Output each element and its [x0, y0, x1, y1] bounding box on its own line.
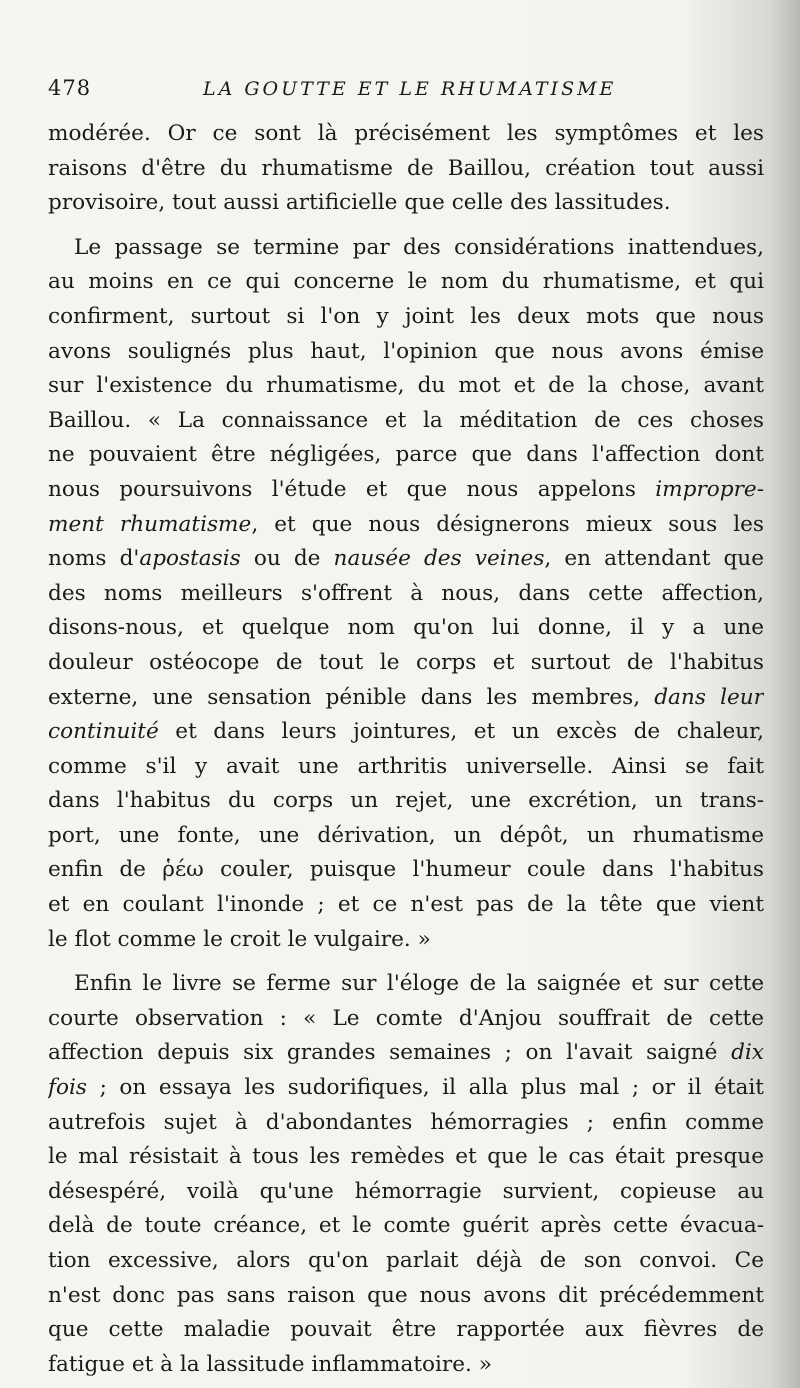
text-line — [48, 1279, 764, 1314]
text-line — [48, 1071, 764, 1106]
text-line — [48, 853, 764, 888]
text-run: sur l'existence du rhumatisme, du mot et de la chose, avant — [48, 373, 764, 399]
text-line — [48, 750, 764, 785]
page-number: 478 — [48, 76, 92, 100]
text-run: n'est donc pas sans raison que nous avons dit précédemment — [48, 1282, 764, 1308]
text-line — [48, 1002, 764, 1037]
text-run: désespéré, voilà qu'une hémorragie survient, copieuse au — [48, 1178, 764, 1204]
text-line — [48, 300, 764, 335]
text-line — [48, 369, 764, 404]
text-run: delà de toute créance, et le comte guérit après cette évacua- — [48, 1213, 764, 1239]
text-line — [48, 231, 764, 266]
text-line — [48, 508, 764, 543]
paragraph-gap — [48, 957, 764, 967]
text-run: comme s'il y avait une arthritis universelle. Ainsi se fait — [48, 753, 764, 779]
italic-text: impropre- — [655, 476, 764, 502]
text-run: confirment, surtout si l'on y joint les deux mots que nous — [48, 303, 764, 329]
text-run: que cette maladie pouvait être rapportée aux fièvres de — [48, 1317, 764, 1343]
text-run: au moins en ce qui concerne le nom du rhumatisme, et qui — [48, 269, 764, 295]
text-run: nous poursuivons l'étude et que nous appelons — [48, 476, 656, 502]
text-line — [48, 265, 764, 300]
text-run: port, une fonte, une dérivation, un dépôt, un rhumatisme — [48, 822, 764, 848]
text-run: et dans leurs jointures, et un excès de chaleur, — [158, 719, 764, 745]
page-header — [48, 76, 748, 106]
italic-text: dix — [731, 1040, 764, 1066]
text-line — [48, 1036, 764, 1071]
text-line — [48, 335, 764, 370]
text-run: , en attendant que — [544, 546, 764, 572]
text-run: Enfin le livre se ferme sur l'éloge de la saignée et sur cette — [74, 971, 764, 997]
text-line — [48, 1244, 764, 1279]
paragraph — [48, 967, 764, 1382]
text-run: des noms meilleurs s'offrent à nous, dans cette affection, — [48, 580, 764, 606]
text-line — [48, 888, 764, 923]
text-line — [48, 681, 764, 716]
text-run: ; on essaya les sudorifiques, il alla plus mal ; or il était — [86, 1075, 764, 1101]
text-run: fatigue et à la lassitude inflammatoire. » — [48, 1351, 492, 1377]
text-run: noms d' — [48, 546, 140, 572]
text-run: raisons d'être du rhumatisme de Baillou, création tout aussi — [48, 155, 764, 181]
text-line — [48, 577, 764, 612]
text-line — [48, 1106, 764, 1141]
text-line — [48, 923, 764, 958]
text-line — [48, 438, 764, 473]
paragraph — [48, 231, 764, 957]
italic-text: ment rhumatisme — [48, 511, 252, 537]
text-line — [48, 784, 764, 819]
text-run: affection depuis six grandes semaines ; on l'avait saigné — [48, 1040, 732, 1066]
text-run: , et que nous désignerons mieux sous les — [251, 511, 764, 537]
text-run: le mal résistait à tous les remèdes et que le cas était presque — [48, 1144, 764, 1170]
text-run: tion excessive, alors qu'on parlait déjà de son convoi. Ce — [48, 1248, 764, 1273]
text-line — [48, 1175, 764, 1210]
text-line — [48, 1140, 764, 1175]
text-line — [48, 646, 764, 681]
text-line — [48, 542, 764, 577]
text-run: ou de — [240, 546, 334, 572]
text-run: ne pouvaient être négligées, parce que dans l'affection dont — [48, 442, 764, 468]
text-line — [48, 715, 764, 750]
text-line — [48, 967, 764, 1002]
text-run: dans l'habitus du corps un rejet, une excrétion, un trans- — [48, 788, 764, 814]
italic-text: fois — [48, 1075, 87, 1101]
text-line — [48, 1313, 764, 1348]
text-run: le flot comme le croit le vulgaire. » — [48, 926, 431, 952]
text-run: provisoire, tout aussi artificielle que celle des lassitudes. — [48, 190, 671, 216]
text-line — [48, 404, 764, 439]
text-run: externe, une sensation pénible dans les membres, — [48, 684, 655, 710]
text-line — [48, 152, 764, 187]
text-run: Le passage se termine par des considérations inattendues, — [74, 234, 764, 260]
text-line — [48, 819, 764, 854]
text-run: avons soulignés plus haut, l'opinion que nous avons émise — [48, 338, 764, 364]
text-run: douleur ostéocope de tout le corps et surtout de l'habitus — [48, 649, 764, 675]
text-run: courte observation : « Le comte d'Anjou souffrait de cette — [48, 1005, 764, 1031]
italic-text: continuité — [48, 719, 159, 745]
running-title: LA GOUTTE ET LE RHUMATISME — [203, 78, 617, 100]
text-line — [48, 117, 764, 152]
text-line — [48, 1209, 764, 1244]
text-run: enfin de ῥέω couler, puisque l'humeur coule dans l'habitus — [48, 857, 764, 883]
italic-text: dans leur — [654, 684, 764, 710]
italic-text: apostasis — [139, 546, 241, 572]
paragraph-gap — [48, 221, 764, 231]
text-line — [48, 186, 764, 221]
text-run: disons-nous, et quelque nom qu'on lui donne, il y a une — [48, 615, 764, 641]
text-line — [48, 611, 764, 646]
text-run: modérée. Or ce sont là précisément les symptômes et les — [48, 121, 764, 146]
text-run: et en coulant l'inonde ; et ce n'est pas de la tête que vient — [48, 892, 764, 918]
body-text — [48, 117, 764, 1382]
text-line — [48, 1348, 764, 1383]
italic-text: nausée des veines — [333, 546, 545, 572]
text-run: Baillou. « La connaissance et la méditation de ces choses — [48, 407, 764, 433]
text-run: autrefois sujet à d'abondantes hémorragies ; enfin comme — [48, 1109, 764, 1135]
text-line — [48, 473, 764, 508]
paragraph — [48, 117, 764, 221]
